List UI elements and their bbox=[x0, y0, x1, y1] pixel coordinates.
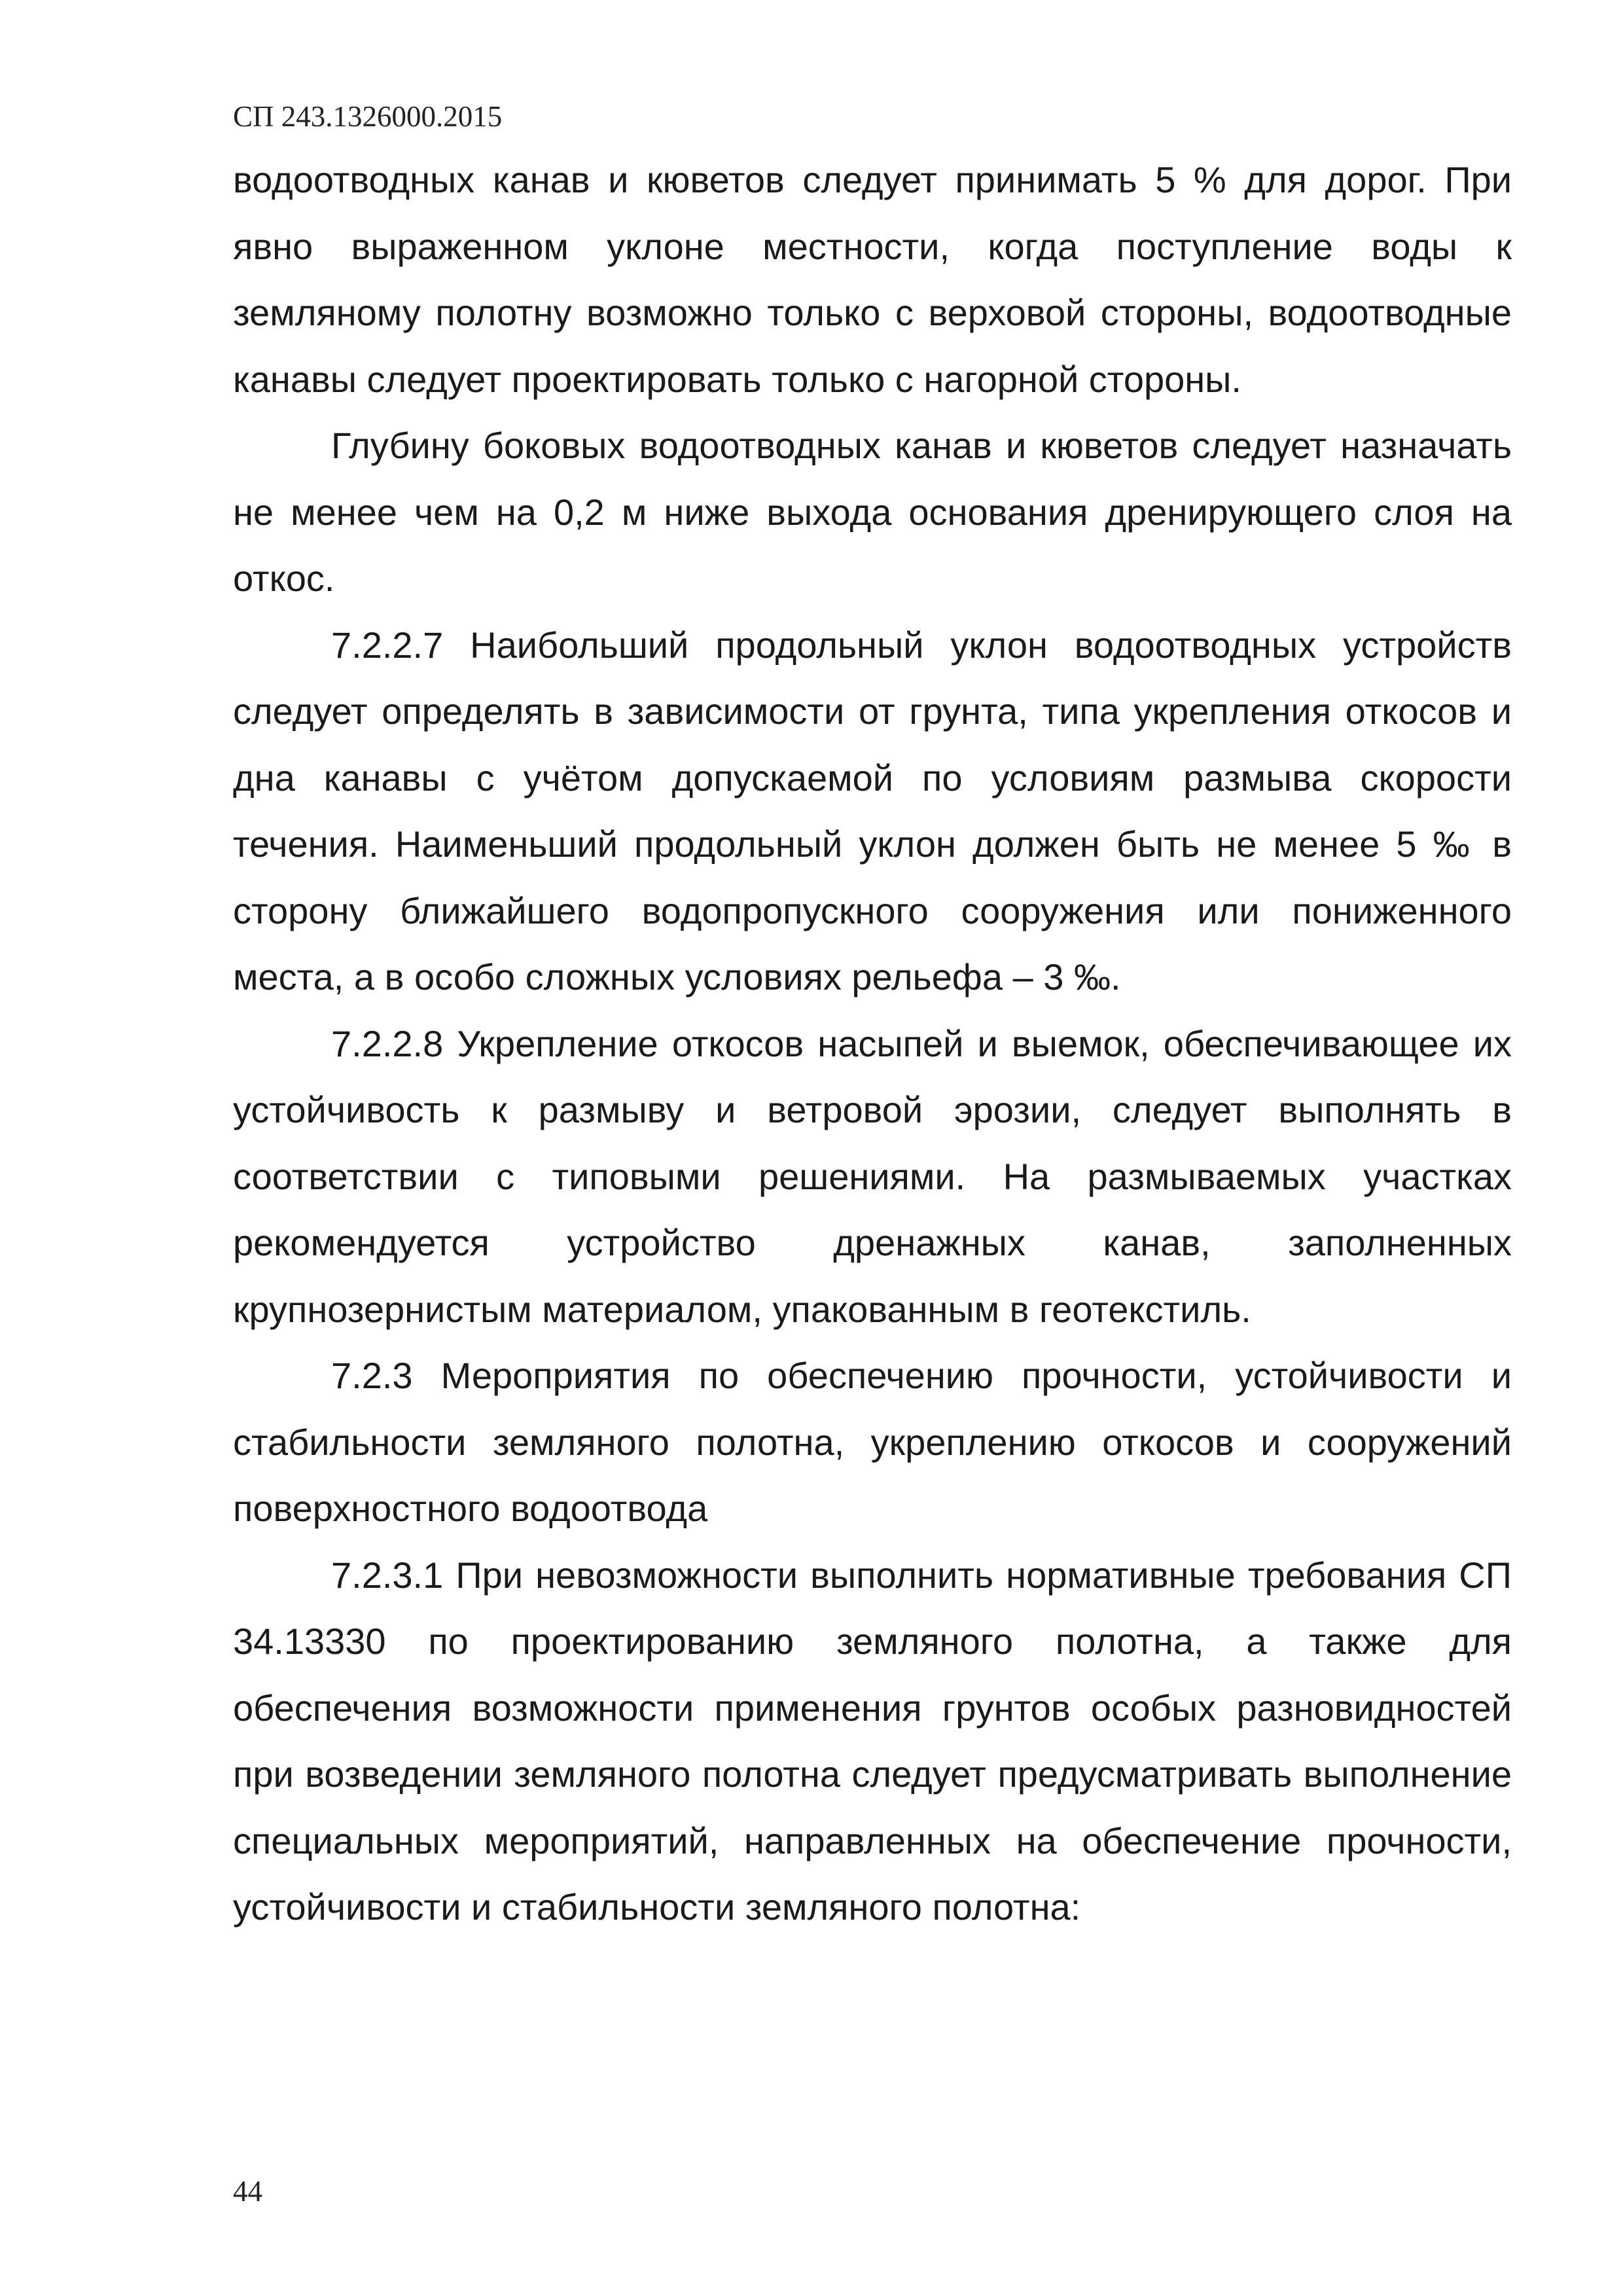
paragraph-continuation: водоотводных канав и кюветов следует принимать 5 % для дорог. При явно выраженном уклоне местности, когда поступление воды к земляному полотну возможно только с верховой стороны, водоотводные канавы следует проектировать только с нагорной стороны. bbox=[233, 159, 1512, 400]
document-header: СП 243.1326000.2015 bbox=[233, 100, 503, 133]
paragraph-ditch-depth: Глубину боковых водоотводных канав и кюветов следует назначать не менее чем на 0,2 м ниже выхода основания дренирующего слоя на откос. bbox=[233, 425, 1512, 599]
paragraph-7-2-3-1: 7.2.3.1 При невозможности выполнить нормативные требования СП 34.13330 по проектированию земляного полотна, а также для обеспечения возможности применения грунтов особых разновидностей при возведении земляного полотна следует предусматривать выполнение специальных мероприятий, направленных на обеспечение прочности, устойчивости и стабильности земляного полотна: bbox=[233, 1554, 1512, 1928]
document-body bbox=[233, 147, 1512, 1941]
paragraph-7-2-2-7: 7.2.2.7 Наибольший продольный уклон водоотводных устройств следует определять в зависимости от грунта, типа укрепления откосов и дна канавы с учётом допускаемой по условиям размыва скорости течения. Наименьший продольный уклон должен быть не менее 5 ‰ в сторону ближайшего водопропускного сооружения или пониженного места, а в особо сложных условиях рельефа – 3 ‰. bbox=[233, 624, 1512, 997]
paragraph-7-2-2-8: 7.2.2.8 Укрепление откосов насыпей и выемок, обеспечивающее их устойчивость к размыву и ветровой эрозии, следует выполнять в соответствии с типовыми решениями. На размываемых участках рекомендуется устройство дренажных канав, заполненных крупнозернистым материалом, упакованным в геотекстиль. bbox=[233, 1022, 1512, 1330]
page-number: 44 bbox=[233, 2175, 262, 2208]
section-heading-7-2-3: 7.2.3 Мероприятия по обеспечению прочности, устойчивости и стабильности земляного полотна, укреплению откосов и сооружений поверхностного водоотвода bbox=[233, 1355, 1512, 1529]
